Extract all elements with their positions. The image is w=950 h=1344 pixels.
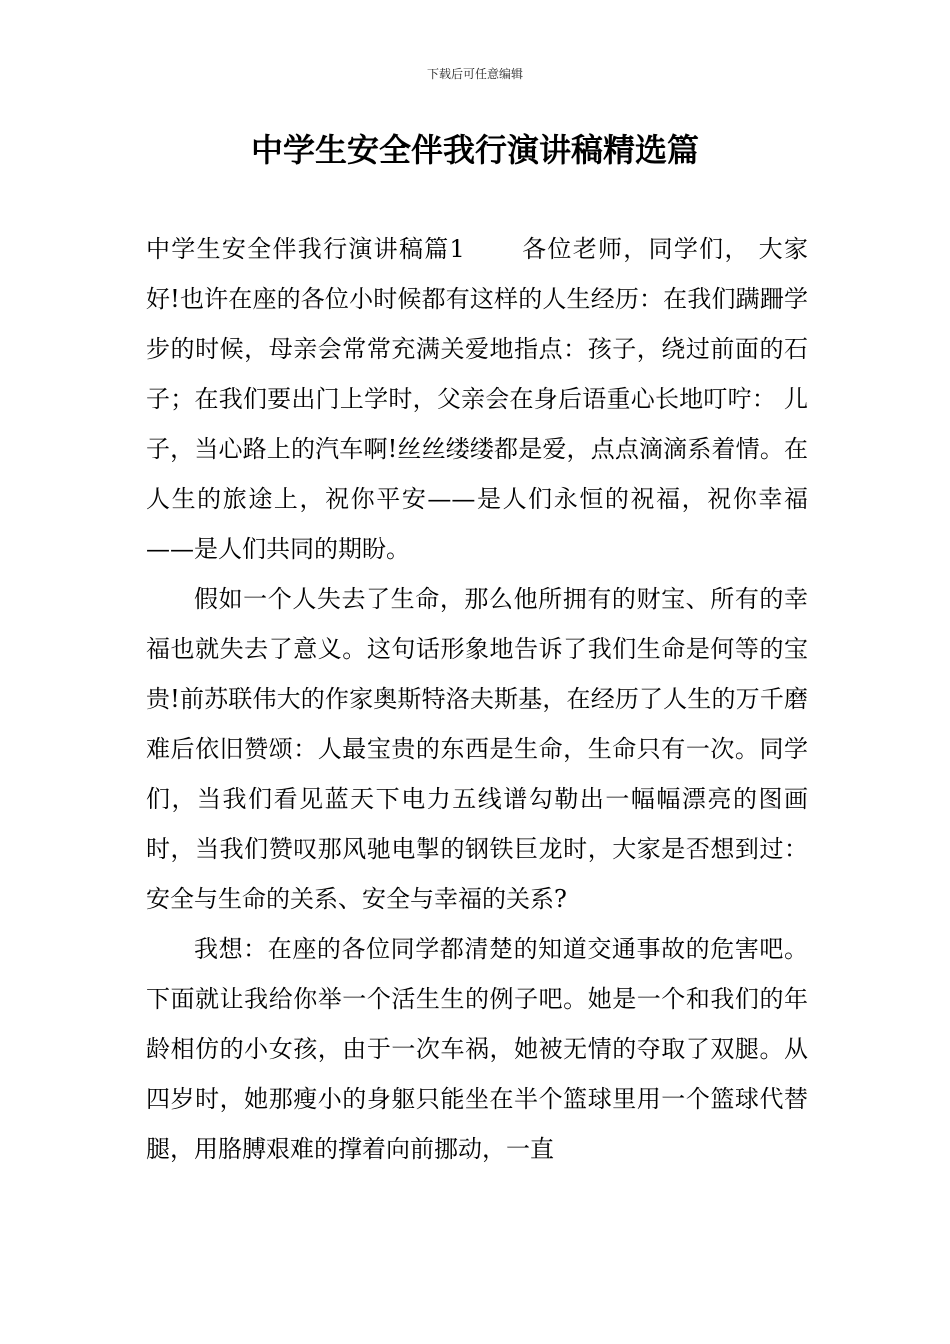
paragraph-3: 我想：在座的各位同学都清楚的知道交通事故的危害吧。下面就让我给你举一个活生生的例子吧。她是一个和我们的年龄相仿的小女孩，由于一次车祸，她被无情的夺取了双腿。从四岁时，她那瘦小的身躯只能坐在半个篮球里用一个篮球代替腿，用胳膊艰难的撑着向前挪动，一直 (146, 935, 808, 1163)
header-note: 下载后可任意编辑 (426, 67, 523, 81)
paragraph-2: 假如一个人失去了生命，那么他所拥有的财宝、所有的幸福也就失去了意义。这句话形象地告诉了我们生命是何等的宝贵!前苏联伟大的作家奥斯特洛夫斯基，在经历了人生的万千磨难后依旧赞颂：人最宝贵的东西是生命，生命只有一次。同学们，当我们看见蓝天下电力五线谱勾勒出一幅幅漂亮的图画时，当我们赞叹那风驰电掣的钢铁巨龙时，大家是否想到过：安全与生命的关系、安全与幸福的关系? (146, 585, 808, 913)
paragraph-1 (146, 224, 808, 574)
document-title: 中学生安全伴我行演讲稿精选篇 (250, 131, 699, 169)
section-heading: 中学生安全伴我行演讲稿篇1 (146, 235, 465, 263)
paragraph-1-text: 各位老师，同学们， 大家好!也许在座的各位小时候都有这样的人生经历：在我们蹒跚学步的时候，母亲会常常充满关爱地指点：孩子，绕过前面的石子；在我们要出门上学时，父亲会在身后语重心长地叮咛： 儿子，当心路上的汽车啊!丝丝缕缕都是爱，点点滴滴系着情。在人生的旅途上，祝你平安——是人们永恒的祝福，祝你幸福——是人们共同的期盼。 (146, 235, 808, 563)
document-body (146, 224, 808, 1174)
